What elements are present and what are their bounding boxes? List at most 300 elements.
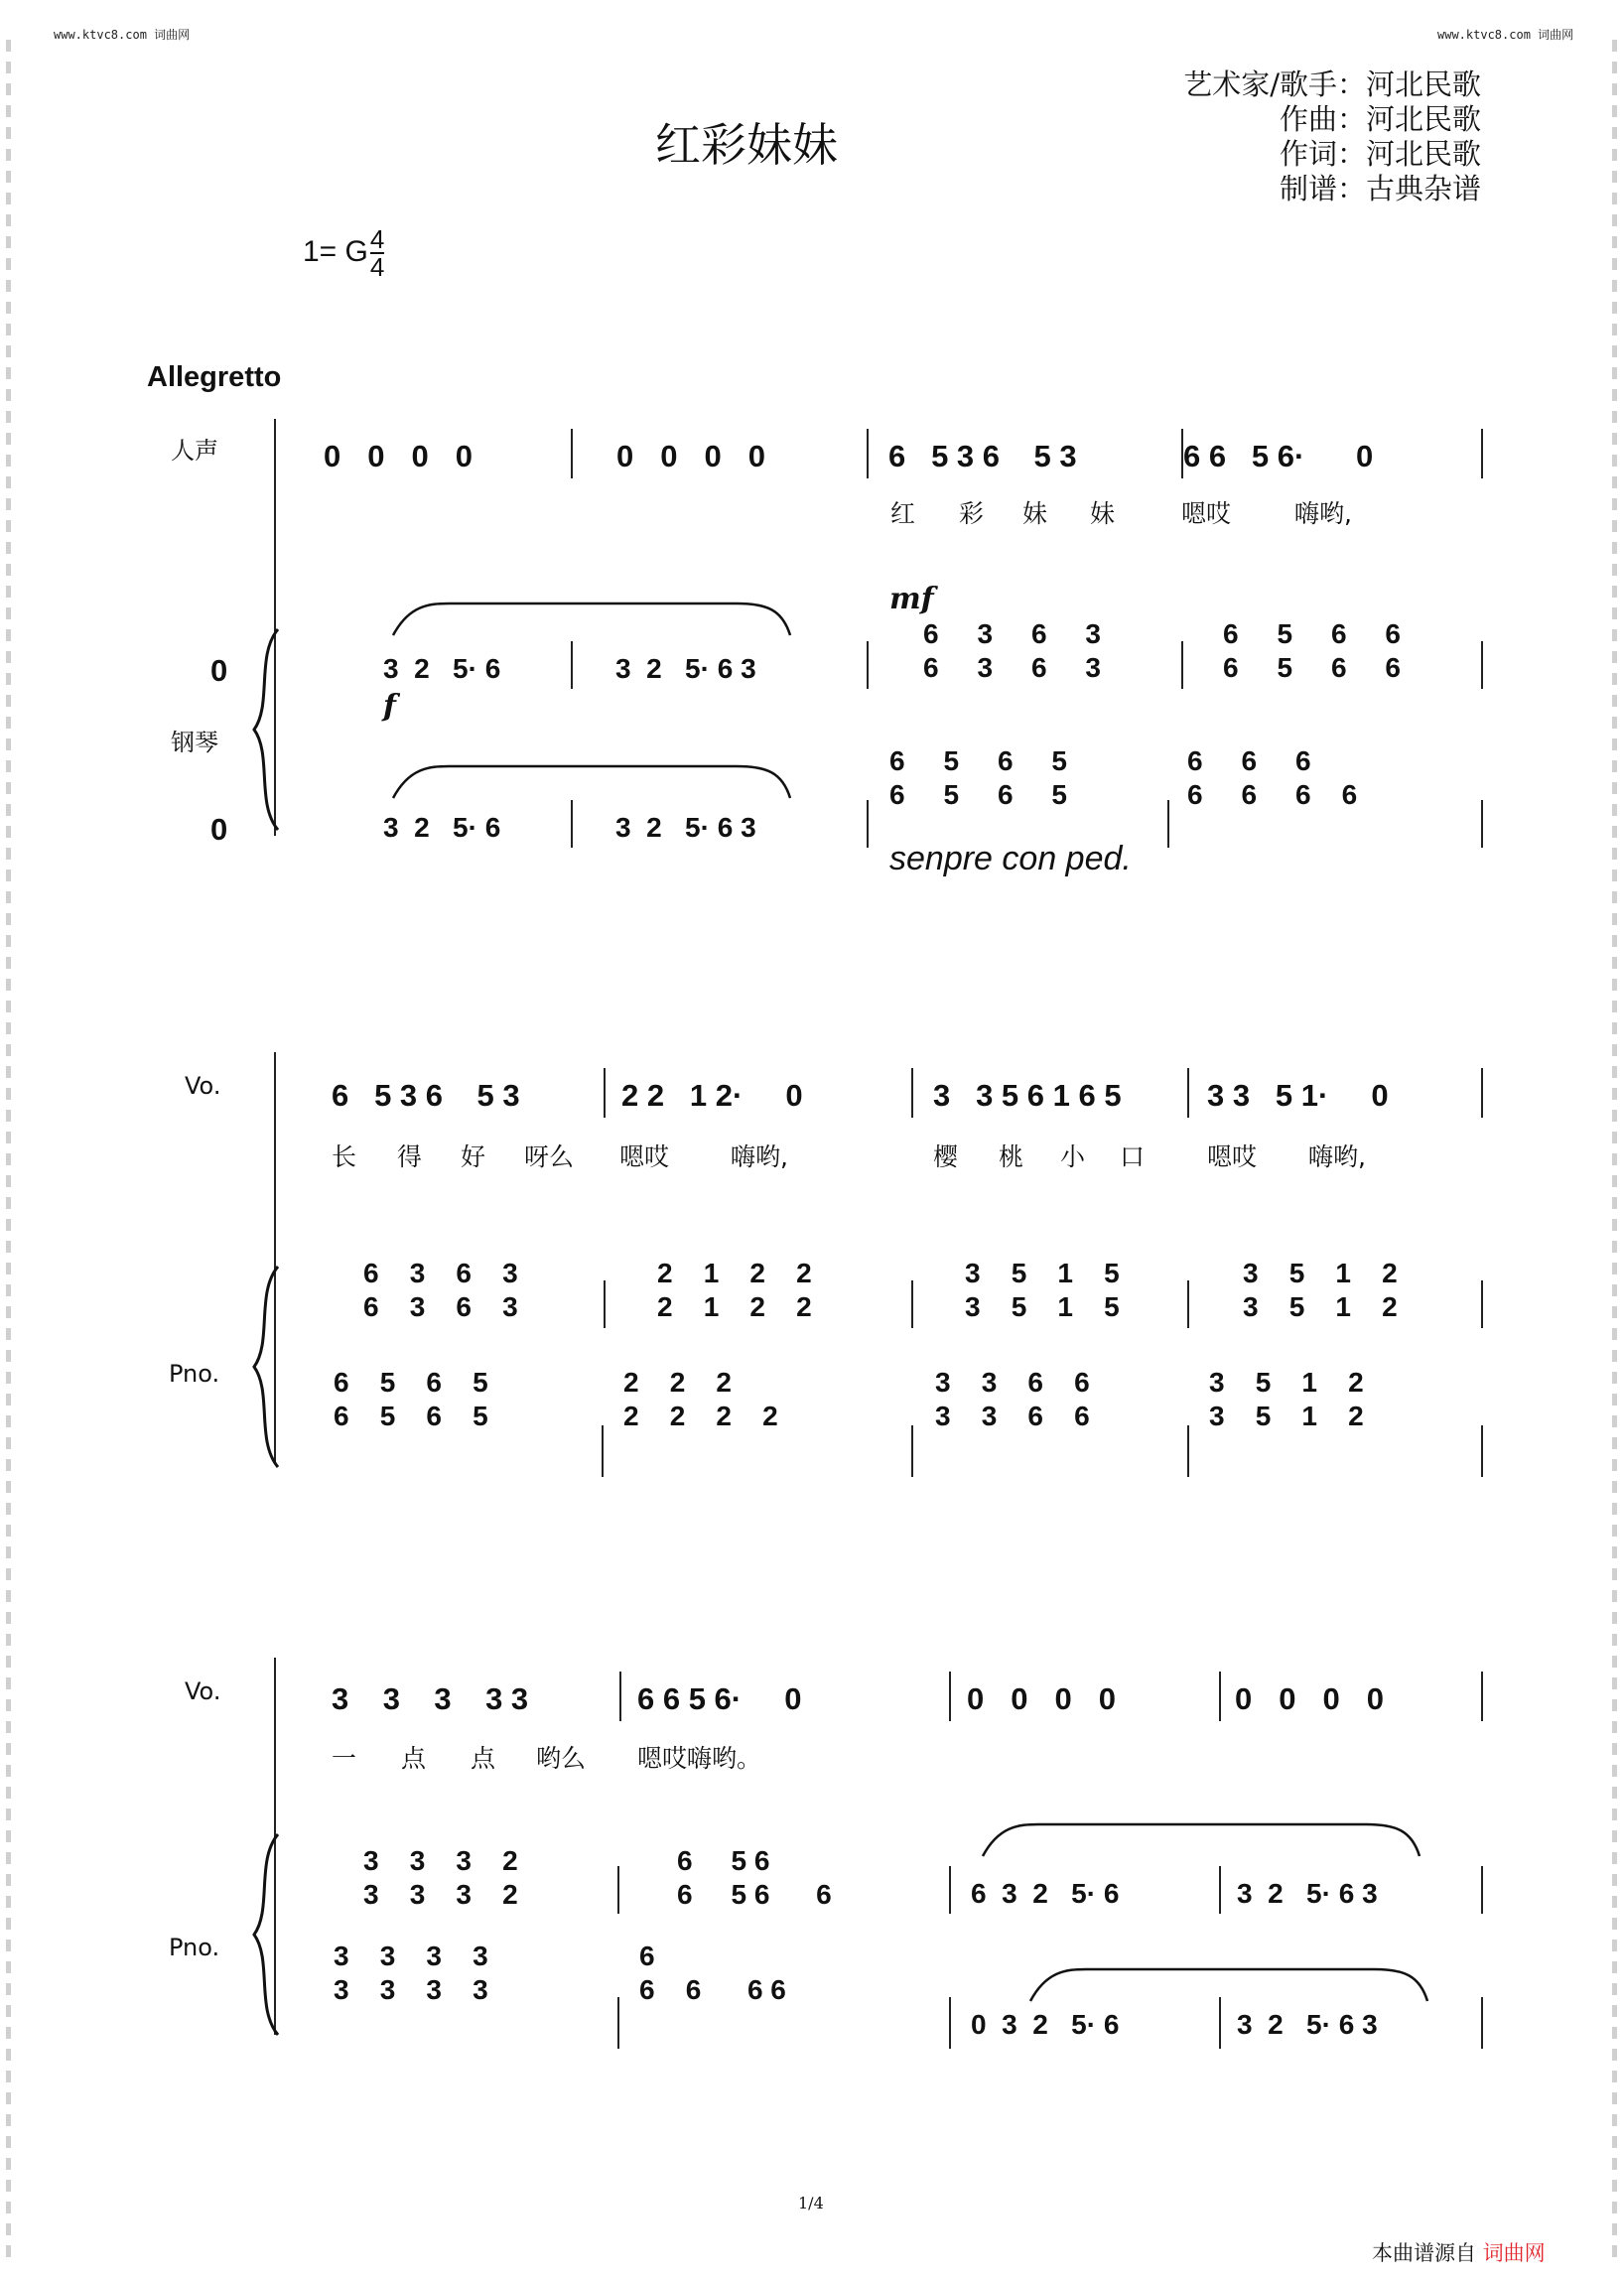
watermark-mark xyxy=(1612,1284,1617,1296)
watermark-mark xyxy=(1612,1699,1617,1711)
watermark-mark xyxy=(6,1306,11,1318)
voice-measure-3c: 0000 xyxy=(967,1681,1143,1716)
watermark-mark xyxy=(6,760,11,772)
watermark-mark xyxy=(1612,2114,1617,2126)
watermark-mark xyxy=(6,1088,11,1100)
watermark-mark xyxy=(6,1022,11,1034)
watermark-mark xyxy=(1612,542,1617,554)
watermark-mark xyxy=(1612,498,1617,510)
watermark-mark xyxy=(6,1132,11,1143)
lyric: 好 xyxy=(461,1142,486,1171)
watermark-mark xyxy=(6,171,11,183)
lyric: 点 xyxy=(401,1744,427,1773)
watermark-mark xyxy=(1612,171,1617,183)
barline xyxy=(571,429,573,478)
watermark-mark xyxy=(1612,760,1617,772)
watermark-mark xyxy=(6,1001,11,1012)
watermark-mark xyxy=(6,782,11,794)
watermark-mark xyxy=(1612,695,1617,707)
watermark-mark xyxy=(6,1394,11,1406)
barline xyxy=(619,1672,621,1721)
lyric: 哟么 xyxy=(536,1744,587,1773)
lyric: 得 xyxy=(397,1142,423,1171)
watermark-mark xyxy=(6,1459,11,1471)
watermark-mark xyxy=(1612,2071,1617,2082)
watermark-mark xyxy=(1612,1437,1617,1449)
watermark-mark xyxy=(1612,40,1617,52)
watermark-mark xyxy=(1612,1415,1617,1427)
watermark-mark xyxy=(6,738,11,750)
voice-measure-3a: 3 3 3 3 3 xyxy=(332,1681,529,1716)
watermark-mark xyxy=(6,498,11,510)
watermark-mark xyxy=(6,324,11,335)
watermark-mark xyxy=(6,1809,11,1820)
lyric: 嗨哟, xyxy=(1308,1142,1366,1171)
piano-lower-2b: 2 2 2 2 2 2 2 xyxy=(623,1367,778,1431)
watermark-mark xyxy=(6,1634,11,1646)
watermark-mark xyxy=(6,236,11,248)
watermark-mark xyxy=(6,804,11,816)
lyric: 嗯哎嗨哟。 xyxy=(637,1744,762,1773)
watermark-mark xyxy=(1612,1634,1617,1646)
watermark-mark xyxy=(1612,1940,1617,1951)
barline xyxy=(911,1425,913,1477)
piano-lower-3d: 3 2 5· 6 3 xyxy=(1237,2009,1378,2040)
watermark-mark xyxy=(6,1066,11,1078)
piano-label-3: Pno. xyxy=(169,1934,220,1961)
watermark-mark xyxy=(1612,476,1617,488)
watermark-mark xyxy=(6,2027,11,2039)
watermark-mark xyxy=(1612,1590,1617,1602)
watermark-mark xyxy=(1612,651,1617,663)
piano-lower-1a: 3 2 5· 6 xyxy=(383,812,501,843)
watermark-mark xyxy=(1612,1546,1617,1558)
barline xyxy=(1187,1280,1189,1328)
piano-upper-1c: 6 3 6 3 6 3 6 3 xyxy=(923,618,1101,683)
watermark-mark xyxy=(1612,1044,1617,1056)
piano-upper-1b: 3 2 5· 6 3 xyxy=(615,653,756,684)
voice-measure-1b: 0000 xyxy=(616,439,792,473)
watermark-mark xyxy=(1612,433,1617,445)
credits xyxy=(1171,67,1481,206)
watermark-mark xyxy=(6,1612,11,1624)
voice-measure-2c: 3 3 5 6 1 6 5 xyxy=(933,1078,1122,1113)
barline xyxy=(911,1068,913,1118)
watermark-mark xyxy=(1612,1066,1617,1078)
watermark-mark xyxy=(1612,2180,1617,2192)
watermark-mark xyxy=(6,717,11,729)
watermark-mark xyxy=(1612,2223,1617,2235)
piano-lower-1b: 3 2 5· 6 3 xyxy=(615,812,756,843)
piano-upper-2c: 3 5 1 5 3 5 1 5 xyxy=(965,1258,1120,1322)
voice-measure-3d: 0000 xyxy=(1235,1681,1411,1716)
voice-label-1: 人声 xyxy=(171,437,218,465)
watermark-mark xyxy=(6,149,11,161)
barline xyxy=(1481,1280,1483,1328)
voice-measure-3b: 6 6 5 6· 0 xyxy=(637,1681,802,1716)
pedal-marking: senpre con ped. xyxy=(889,840,1132,877)
watermark-mark xyxy=(1612,1459,1617,1471)
barline xyxy=(1187,1425,1189,1477)
watermark-mark xyxy=(6,1263,11,1274)
barline xyxy=(602,1425,604,1477)
watermark-mark xyxy=(6,1546,11,1558)
slur-icon xyxy=(389,762,796,802)
watermark-mark xyxy=(6,520,11,532)
watermark-mark xyxy=(6,2223,11,2235)
watermark-mark xyxy=(6,1961,11,1973)
key-prefix: 1= G xyxy=(303,234,368,268)
watermark-mark xyxy=(6,1590,11,1602)
watermark-mark xyxy=(6,367,11,379)
watermark-mark xyxy=(1612,324,1617,335)
piano-number-upper: 0 xyxy=(210,653,228,688)
watermark-mark xyxy=(1612,1568,1617,1580)
piano-label-2: Pno. xyxy=(169,1360,220,1388)
watermark-mark xyxy=(1612,1765,1617,1777)
watermark-mark xyxy=(6,1787,11,1799)
piano-lower-3c: 0 3 2 5· 6 xyxy=(971,2009,1120,2040)
barline xyxy=(617,1866,619,1914)
watermark-mark xyxy=(1612,1525,1617,1537)
watermark-mark xyxy=(6,1153,11,1165)
watermark-mark xyxy=(1612,2136,1617,2148)
page-number: 1/4 xyxy=(798,2194,824,2212)
watermark-mark xyxy=(1612,236,1617,248)
watermark-mark xyxy=(6,2005,11,2017)
watermark-mark xyxy=(6,476,11,488)
watermark-mark xyxy=(6,2049,11,2061)
lyric: 妹 xyxy=(1022,499,1048,528)
watermark-mark xyxy=(1612,62,1617,73)
watermark-mark xyxy=(1612,258,1617,270)
lyric: 彩 xyxy=(959,499,985,528)
credit-artist: 艺术家/歌手：河北民歌 xyxy=(1183,67,1481,101)
lyric: 口 xyxy=(1120,1142,1146,1171)
watermark-mark xyxy=(6,2158,11,2170)
barline xyxy=(571,641,573,689)
watermark-mark xyxy=(6,1350,11,1362)
barline xyxy=(867,429,869,478)
piano-lower-3b: 6 6 6 6 6 xyxy=(639,1941,786,2005)
credit-composer: 作曲：河北民歌 xyxy=(1279,102,1481,136)
barline xyxy=(1219,1866,1221,1914)
watermark-mark xyxy=(6,586,11,598)
watermark-mark xyxy=(1612,389,1617,401)
voice-measure-1a: 0000 xyxy=(324,439,499,473)
watermark-mark xyxy=(1612,1503,1617,1515)
watermark-mark xyxy=(6,433,11,445)
watermark-mark xyxy=(6,1481,11,1493)
piano-lower-1c: 6 5 6 5 6 5 6 5 xyxy=(889,745,1067,810)
piano-upper-3d: 3 2 5· 6 3 xyxy=(1237,1878,1378,1909)
watermark-mark xyxy=(6,651,11,663)
watermark-mark xyxy=(6,1241,11,1253)
watermark-mark xyxy=(1612,629,1617,641)
watermark-mark xyxy=(6,1328,11,1340)
watermark-mark xyxy=(6,1503,11,1515)
watermark-mark xyxy=(6,345,11,357)
watermark-mark xyxy=(6,2202,11,2213)
watermark-mark xyxy=(1612,1961,1617,1973)
watermark-mark xyxy=(1612,1721,1617,1733)
watermark-mark xyxy=(6,1983,11,1995)
lyric: 嗯哎 xyxy=(619,1142,670,1171)
watermark-mark xyxy=(1612,1787,1617,1799)
watermark-mark xyxy=(1612,411,1617,423)
watermark-mark xyxy=(1612,979,1617,991)
voice-measure-2b: 2 2 1 2· 0 xyxy=(621,1078,803,1113)
watermark-mark xyxy=(1612,1612,1617,1624)
watermark-mark xyxy=(6,455,11,467)
watermark-mark xyxy=(6,1699,11,1711)
source-credit xyxy=(1372,2237,1546,2267)
watermark-mark xyxy=(1612,826,1617,838)
watermark-mark xyxy=(6,629,11,641)
watermark-mark xyxy=(6,1044,11,1056)
watermark-mark xyxy=(1612,2245,1617,2257)
page-title: 红彩妹妹 xyxy=(655,118,838,172)
watermark-mark xyxy=(6,1852,11,1864)
barline xyxy=(949,1672,951,1721)
watermark-mark xyxy=(1612,302,1617,314)
time-signature xyxy=(370,226,384,280)
watermark-mark xyxy=(6,826,11,838)
watermark-mark xyxy=(1612,804,1617,816)
brace-icon xyxy=(248,625,288,834)
watermark-mark xyxy=(1612,1001,1617,1012)
watermark-mark xyxy=(6,2180,11,2192)
watermark-mark xyxy=(6,935,11,947)
header-left: www.ktvc8.com 词曲网 xyxy=(54,28,191,42)
watermark-mark xyxy=(6,1677,11,1689)
watermark-mark xyxy=(6,2136,11,2148)
watermark-mark xyxy=(6,1765,11,1777)
barline xyxy=(1219,1672,1221,1721)
barline xyxy=(1481,429,1483,478)
barline xyxy=(1481,1425,1483,1477)
lyric: 桃 xyxy=(999,1142,1024,1171)
watermark-mark xyxy=(1612,2049,1617,2061)
watermark-mark xyxy=(1612,2158,1617,2170)
piano-upper-3b: 6 5 6 6 5 6 6 xyxy=(677,1845,832,1910)
watermark-mark xyxy=(1612,957,1617,969)
watermark-mark xyxy=(1612,1874,1617,1886)
lyric: 嗨哟, xyxy=(731,1142,788,1171)
lyric: 嗯哎 xyxy=(1207,1142,1258,1171)
watermark-mark xyxy=(1612,564,1617,576)
watermark-mark xyxy=(6,1415,11,1427)
piano-upper-2b: 2 1 2 2 2 1 2 2 xyxy=(657,1258,812,1322)
credit-lyricist: 作词：河北民歌 xyxy=(1279,137,1481,171)
piano-upper-1d: 6 5 6 6 6 5 6 6 xyxy=(1223,618,1401,683)
watermark-mark xyxy=(1612,1743,1617,1755)
watermark-mark xyxy=(6,542,11,554)
piano-lower-3a: 3 3 3 3 3 3 3 3 xyxy=(334,1941,488,2005)
watermark-mark xyxy=(1612,1350,1617,1362)
watermark-mark xyxy=(1612,607,1617,619)
watermark-mark xyxy=(1612,2005,1617,2017)
watermark-mark xyxy=(1612,193,1617,204)
watermark-mark xyxy=(6,193,11,204)
watermark-mark xyxy=(1612,1110,1617,1122)
watermark-mark xyxy=(1612,1830,1617,1842)
barline xyxy=(949,1866,951,1914)
piano-upper-2a: 6 3 6 3 6 3 6 3 xyxy=(363,1258,518,1322)
watermark-mark xyxy=(6,848,11,860)
watermark-mark xyxy=(1612,2202,1617,2213)
piano-lower-1d: 6 6 6 6 6 6 6 xyxy=(1187,745,1358,810)
watermark-mark xyxy=(1612,2027,1617,2039)
watermark-mark xyxy=(6,1175,11,1187)
watermark-mark xyxy=(6,302,11,314)
watermark-mark xyxy=(1612,520,1617,532)
watermark-mark xyxy=(1612,913,1617,925)
watermark-mark xyxy=(6,913,11,925)
watermark-mark xyxy=(6,62,11,73)
voice-measure-1d: 6 6 5 6· 0 xyxy=(1183,439,1374,473)
piano-upper-1a: 3 2 5· 6 xyxy=(383,653,501,684)
lyric: 嗨哟, xyxy=(1294,499,1352,528)
brace-icon xyxy=(248,1263,288,1471)
watermark-mark xyxy=(1612,1132,1617,1143)
watermark-mark xyxy=(1612,891,1617,903)
watermark-mark xyxy=(1612,586,1617,598)
watermark-mark xyxy=(1612,935,1617,947)
watermark-mark xyxy=(6,979,11,991)
watermark-mark xyxy=(1612,848,1617,860)
piano-lower-2d: 3 5 1 2 3 5 1 2 xyxy=(1209,1367,1364,1431)
watermark-mark xyxy=(6,870,11,881)
slur-icon xyxy=(389,600,796,639)
voice-label-3: Vo. xyxy=(185,1677,221,1705)
watermark-mark xyxy=(6,1656,11,1668)
watermark-mark xyxy=(1612,1088,1617,1100)
header-right: www.ktvc8.com 词曲网 xyxy=(1437,28,1574,42)
voice-label-2: Vo. xyxy=(185,1072,221,1100)
source-site-link[interactable]: 词曲网 xyxy=(1482,2241,1546,2265)
watermark-mark xyxy=(1612,1306,1617,1318)
source-prefix: 本曲谱源自 xyxy=(1372,2241,1476,2265)
barline xyxy=(1181,641,1183,689)
barline xyxy=(1481,1866,1483,1914)
watermark-mark xyxy=(6,389,11,401)
watermark-mark xyxy=(1612,1983,1617,1995)
watermark-mark xyxy=(6,127,11,139)
lyric: 妹 xyxy=(1090,499,1116,528)
left-margin-watermark xyxy=(0,0,18,2278)
watermark-mark xyxy=(6,105,11,117)
barline xyxy=(604,1280,606,1328)
watermark-mark xyxy=(1612,1175,1617,1187)
barline xyxy=(867,800,869,848)
watermark-mark xyxy=(6,1284,11,1296)
watermark-mark xyxy=(6,1721,11,1733)
barline xyxy=(571,800,573,848)
barline xyxy=(867,641,869,689)
piano-lower-2a: 6 5 6 5 6 5 6 5 xyxy=(334,1367,488,1431)
watermark-mark xyxy=(1612,2092,1617,2104)
tempo-marking: Allegretto xyxy=(147,361,282,393)
credit-transcriber: 制谱：古典杂谱 xyxy=(1279,172,1481,205)
watermark-mark xyxy=(1612,1852,1617,1864)
watermark-mark xyxy=(1612,1153,1617,1165)
voice-measure-2a: 6 5 3 6 5 3 xyxy=(332,1078,520,1113)
watermark-mark xyxy=(1612,1263,1617,1274)
watermark-mark xyxy=(1612,1656,1617,1668)
watermark-mark xyxy=(1612,1328,1617,1340)
watermark-mark xyxy=(1612,105,1617,117)
watermark-mark xyxy=(6,1437,11,1449)
brace-icon xyxy=(248,1830,288,2039)
time-denominator: 4 xyxy=(369,252,385,282)
watermark-mark xyxy=(1612,455,1617,467)
watermark-mark xyxy=(1612,1394,1617,1406)
dynamic-f: f xyxy=(383,689,396,724)
watermark-mark xyxy=(1612,1677,1617,1689)
piano-label-1: 钢琴 xyxy=(171,729,218,756)
piano-upper-2d: 3 5 1 2 3 5 1 2 xyxy=(1243,1258,1398,1322)
watermark-mark xyxy=(1612,782,1617,794)
barline xyxy=(617,1997,619,2049)
watermark-mark xyxy=(1612,149,1617,161)
watermark-mark xyxy=(6,2114,11,2126)
barline xyxy=(1481,1672,1483,1721)
watermark-mark xyxy=(6,891,11,903)
watermark-mark xyxy=(1612,1896,1617,1908)
barline xyxy=(1167,800,1169,848)
piano-upper-3a: 3 3 3 2 3 3 3 2 xyxy=(363,1845,518,1910)
lyric: 点 xyxy=(471,1744,496,1773)
watermark-mark xyxy=(6,1372,11,1384)
watermark-mark xyxy=(6,1896,11,1908)
barline xyxy=(1181,429,1183,478)
watermark-mark xyxy=(6,957,11,969)
watermark-mark xyxy=(1612,83,1617,95)
voice-measure-1c: 6 5 3 6 5 3 xyxy=(888,439,1077,473)
dynamic-mf: mf xyxy=(889,582,934,616)
barline xyxy=(1481,800,1483,848)
watermark-mark xyxy=(6,1525,11,1537)
right-margin-watermark xyxy=(1606,0,1624,2278)
watermark-mark xyxy=(6,1743,11,1755)
watermark-mark xyxy=(6,1568,11,1580)
watermark-mark xyxy=(1612,214,1617,226)
barline xyxy=(604,1068,606,1118)
watermark-mark xyxy=(1612,1219,1617,1231)
watermark-mark xyxy=(1612,1241,1617,1253)
piano-lower-2c: 3 3 6 6 3 3 6 6 xyxy=(935,1367,1090,1431)
piano-upper-3c: 6 3 2 5· 6 xyxy=(971,1878,1120,1909)
watermark-mark xyxy=(6,83,11,95)
barline xyxy=(949,1997,951,2049)
barline xyxy=(1219,1997,1221,2049)
watermark-mark xyxy=(6,564,11,576)
watermark-mark xyxy=(6,1197,11,1209)
barline xyxy=(1187,1068,1189,1118)
lyric: 长 xyxy=(332,1142,357,1171)
watermark-mark xyxy=(1612,280,1617,292)
piano-number-lower: 0 xyxy=(210,812,228,847)
barline xyxy=(1481,1997,1483,2049)
voice-measure-2d: 3 3 5 1· 0 xyxy=(1207,1078,1389,1113)
lyric: 小 xyxy=(1060,1142,1086,1171)
lyric: 红 xyxy=(890,499,916,528)
watermark-mark xyxy=(6,673,11,685)
watermark-mark xyxy=(6,1918,11,1930)
watermark-mark xyxy=(1612,1481,1617,1493)
watermark-mark xyxy=(6,2092,11,2104)
